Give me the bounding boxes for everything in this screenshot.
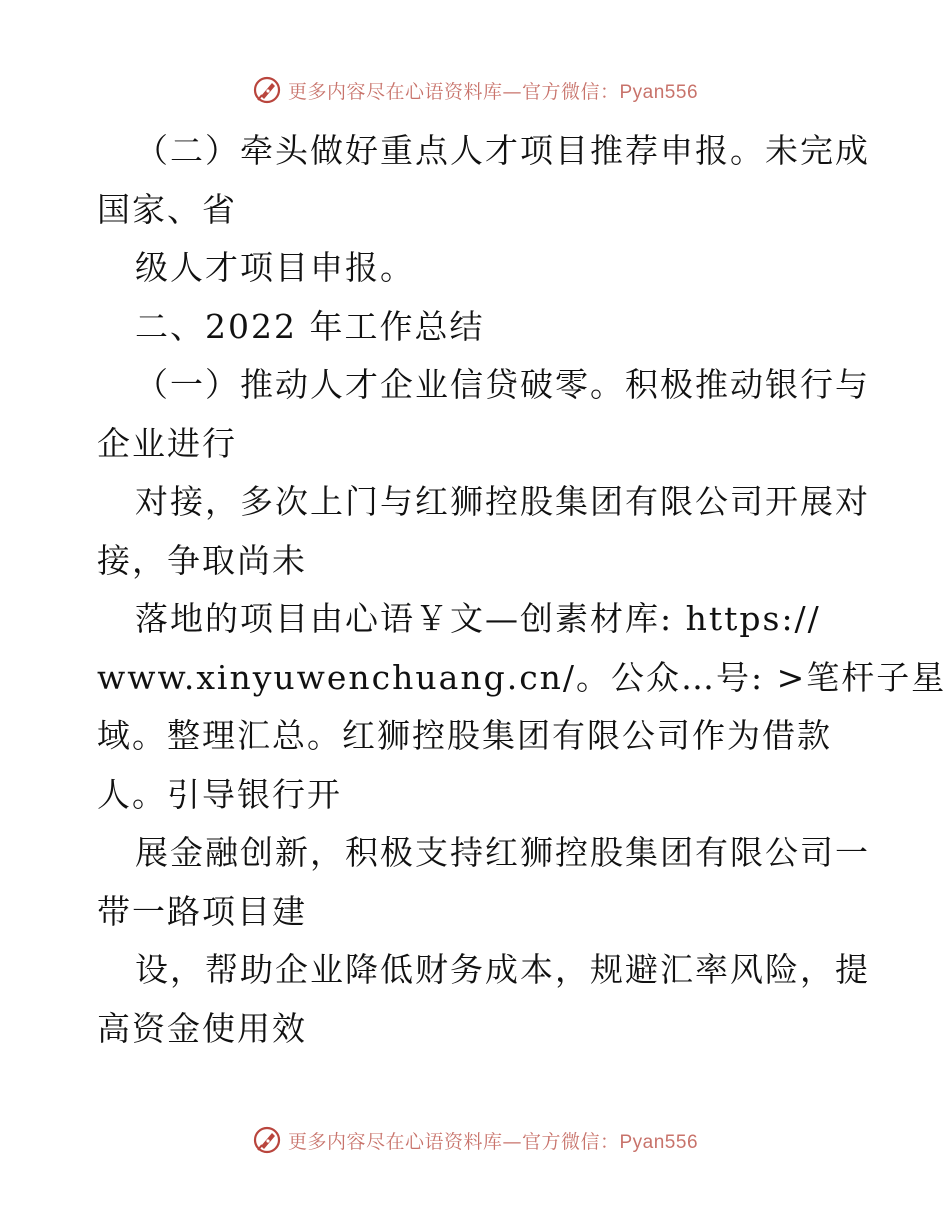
text-line: 国家、省 [97,189,237,229]
text-line: 展金融创新，积极支持红狮控股集团有限公司一 [135,833,870,872]
text-line: （二）牵头做好重点人才项目推荐申报。未完成 [135,131,870,170]
banner-text: 更多内容尽在心语资料库—官方微信：Pyan556 [287,1130,699,1153]
text-line: 落地的项目由心语￥文—创素材库: https:// [135,599,821,638]
text-line: （一）推动人才企业信贷破零。积极推动银行与 [135,365,870,404]
document-body [97,122,947,1058]
text-line: 二、2022 年工作总结 [135,306,485,346]
text-line: 人。引导银行开 [97,774,342,814]
text-line: 高资金使用效 [97,1008,307,1048]
footer-watermark-banner [0,1120,950,1160]
pen-nib-logo-icon [252,1125,282,1155]
text-line: 设，帮助企业降低财务成本，规避汇率风险，提 [135,950,870,989]
text-line: 带一路项目建 [97,891,307,931]
text-line: 级人才项目申报。 [135,248,415,287]
header-watermark-banner [0,70,950,110]
banner-handle: Pyan556 [619,1131,699,1153]
text-line: www.xinyuwenchuang.cn/。公众…号: >笔杆子星 [97,657,947,697]
text-line: 域。整理汇总。红狮控股集团有限公司作为借款 [97,716,832,755]
text-line: 对接，多次上门与红狮控股集团有限公司开展对 [135,482,870,521]
pen-nib-logo-icon [252,75,282,105]
banner-handle: Pyan556 [619,81,699,103]
banner-text: 更多内容尽在心语资料库—官方微信：Pyan556 [287,80,699,103]
text-line: 企业进行 [97,423,237,463]
text-line: 接，争取尚未 [97,540,307,580]
